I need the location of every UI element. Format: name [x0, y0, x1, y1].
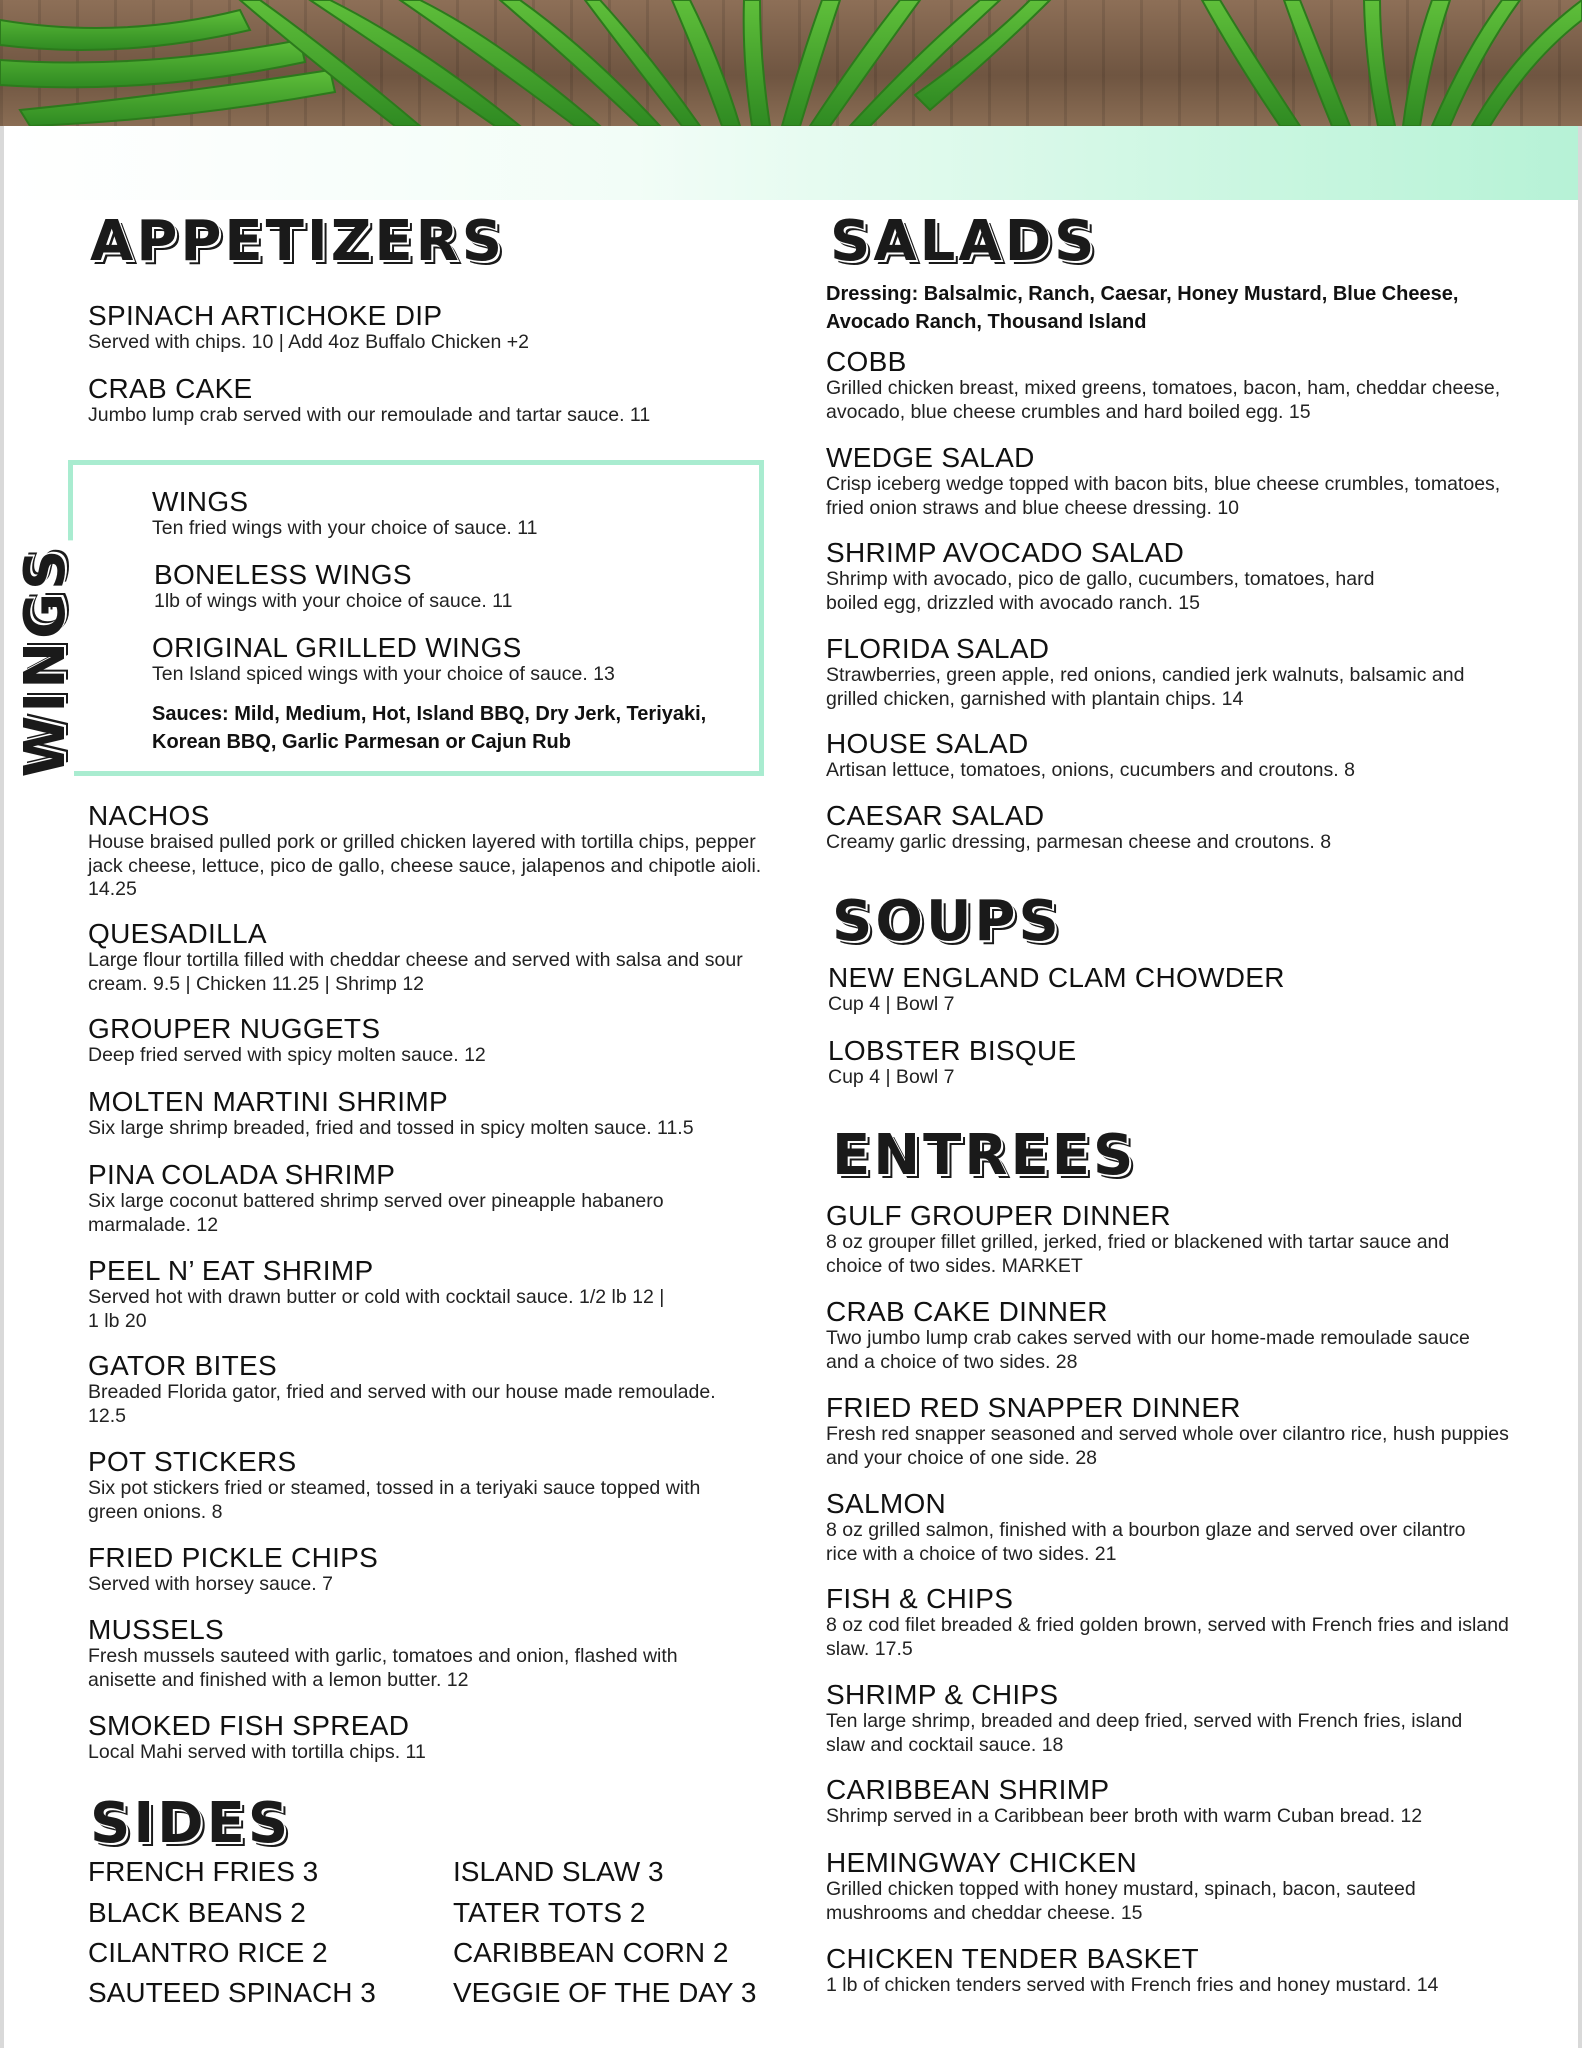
item-name: SMOKED FISH SPREAD: [88, 1710, 410, 1741]
item-name: GROUPER NUGGETS: [88, 1013, 381, 1044]
item-description: Shrimp with avocado, pico de gallo, cucumbers, tomatoes, hard boiled egg, drizzled with avocado ranch. 15: [826, 568, 1375, 614]
item-name: SALMON: [826, 1488, 947, 1519]
item-name: NEW ENGLAND CLAM CHOWDER: [828, 962, 1285, 993]
side-item: CILANTRO RICE 2: [88, 1937, 328, 1968]
menu-item: [88, 1614, 728, 1692]
menu-item: [826, 728, 1526, 783]
item-description: Ten Island spiced wings with your choice of sauce. 13: [152, 663, 615, 685]
item-description: Served with chips. 10 | Add 4oz Buffalo Chicken +2: [88, 331, 530, 353]
menu-item: [88, 1086, 788, 1141]
item-name: FLORIDA SALAD: [826, 633, 1050, 664]
item-name: SPINACH ARTICHOKE DIP: [88, 300, 443, 331]
side-item: SAUTEED SPINACH 3: [88, 1977, 376, 2008]
menu-item: [826, 1943, 1566, 1998]
menu-item: [826, 1774, 1546, 1829]
menu-item: [88, 918, 768, 996]
palm-leaves-decoration: [0, 0, 1582, 126]
item-description: Creamy garlic dressing, parmesan cheese and croutons. 8: [826, 831, 1332, 853]
item-name: GATOR BITES: [88, 1350, 277, 1381]
menu-item: [88, 1013, 768, 1068]
item-name: GULF GROUPER DINNER: [826, 1200, 1171, 1231]
item-description: Breaded Florida gator, fried and served with our house made remoulade. 12.5: [88, 1381, 716, 1427]
menu-item: [826, 1488, 1496, 1566]
item-name: COBB: [826, 346, 907, 377]
item-description: Six large shrimp breaded, fried and tossed in spicy molten sauce. 11.5: [88, 1117, 694, 1139]
item-description: Served with horsey sauce. 7: [88, 1573, 333, 1595]
item-name: POT STICKERS: [88, 1446, 297, 1477]
item-description: Large flour tortilla filled with cheddar cheese and served with salsa and sour cream. 9.5 | Chicken 11.25 | Shrimp 12: [88, 949, 743, 995]
item-name: MUSSELS: [88, 1614, 224, 1645]
menu-item: [88, 1255, 668, 1333]
item-name: FRIED RED SNAPPER DINNER: [826, 1392, 1241, 1423]
item-description: Artisan lettuce, tomatoes, onions, cucumbers and croutons. 8: [826, 759, 1355, 781]
item-name: FRIED PICKLE CHIPS: [88, 1542, 379, 1573]
dressing-note: Dressing: Balsalmic, Ranch, Caesar, Honey Mustard, Blue Cheese, Avocado Ranch, Thousand Island: [826, 283, 1459, 333]
item-description: Cup 4 | Bowl 7: [828, 1066, 955, 1088]
item-name: SHRIMP AVOCADO SALAD: [826, 537, 1185, 568]
item-description: Served hot with drawn butter or cold with cocktail sauce. 1/2 lb 12 | 1 lb 20: [88, 1286, 665, 1332]
salads-heading: SALADS: [830, 209, 1098, 274]
menu-item: [88, 373, 788, 428]
item-description: Ten large shrimp, breaded and deep fried, served with French fries, island slaw and cocktail sauce. 18: [826, 1710, 1463, 1756]
item-description: House braised pulled pork or grilled chicken layered with tortilla chips, pepper jack cheese, lettuce, pico de gallo, cheese sauce, jalapenos and chipotle aioli. 14.25: [88, 831, 762, 900]
item-description: Fresh mussels sauteed with garlic, tomatoes and onion, flashed with anisette and finished with a lemon butter. 12: [88, 1645, 678, 1691]
item-description: 1 lb of chicken tenders served with French fries and honey mustard. 14: [826, 1974, 1439, 1996]
menu-item: [88, 1446, 738, 1524]
item-description: Shrimp served in a Caribbean beer broth with warm Cuban bread. 12: [826, 1805, 1423, 1827]
side-item: FRENCH FRIES 3: [88, 1856, 319, 1887]
menu-item: [826, 442, 1506, 520]
item-name: CRAB CAKE DINNER: [826, 1296, 1108, 1327]
menu-item: [152, 632, 752, 687]
side-item: TATER TOTS 2: [453, 1897, 646, 1928]
item-description: Six pot stickers fried or steamed, tossed in a teriyaki sauce topped with green onions. 8: [88, 1477, 701, 1523]
item-description: Six large coconut battered shrimp served over pineapple habanero marmalade. 12: [88, 1190, 664, 1236]
menu-item: [88, 1542, 768, 1597]
side-item: BLACK BEANS 2: [88, 1897, 306, 1928]
menu-item: [154, 559, 754, 614]
item-name: HOUSE SALAD: [826, 728, 1029, 759]
item-name: HEMINGWAY CHICKEN: [826, 1847, 1138, 1878]
item-name: PINA COLADA SHRIMP: [88, 1159, 396, 1190]
side-item: VEGGIE OF THE DAY 3: [453, 1977, 757, 2008]
item-name: FISH & CHIPS: [826, 1583, 1014, 1614]
menu-item: [826, 1392, 1516, 1470]
entrees-heading: ENTREES: [832, 1123, 1137, 1188]
menu-item: [826, 1200, 1496, 1278]
side-item: CARIBBEAN CORN 2: [453, 1937, 729, 1968]
menu-item: [826, 1679, 1506, 1757]
menu-item: [826, 633, 1506, 711]
menu-item: [88, 1710, 768, 1765]
wings-sauces-note: Sauces: Mild, Medium, Hot, Island BBQ, Dry Jerk, Teriyaki, Korean BBQ, Garlic Parmesan or Cajun Rub: [152, 703, 707, 753]
item-description: Fresh red snapper seasoned and served whole over cilantro rice, hush puppies and your choice of one side. 28: [826, 1423, 1509, 1469]
item-description: Jumbo lump crab served with our remoulade and tartar sauce. 11: [88, 404, 651, 426]
item-name: PEEL N’ EAT SHRIMP: [88, 1255, 374, 1286]
wings-heading: WINGS: [18, 541, 74, 784]
menu-item: [88, 300, 788, 355]
item-name: LOBSTER BISQUE: [828, 1035, 1077, 1066]
item-description: 8 oz grouper fillet grilled, jerked, fried or blackened with tartar sauce and choice of two sides. MARKET: [826, 1231, 1450, 1277]
soups-heading: SOUPS: [832, 889, 1062, 954]
menu-item: [826, 1847, 1506, 1925]
menu-item: [88, 800, 768, 902]
header-banner: [0, 0, 1582, 126]
item-description: Two jumbo lump crab cakes served with our home-made remoulade sauce and a choice of two sides. 28: [826, 1327, 1470, 1373]
item-description: Crisp iceberg wedge topped with bacon bits, blue cheese crumbles, tomatoes, fried onion straws and blue cheese dressing. 10: [826, 473, 1501, 519]
item-name: CAESAR SALAD: [826, 800, 1045, 831]
menu-item: [826, 800, 1526, 855]
item-name: ORIGINAL GRILLED WINGS: [152, 632, 522, 663]
item-name: QUESADILLA: [88, 918, 267, 949]
right-border: [1578, 126, 1582, 2048]
menu-item: [88, 1350, 728, 1428]
item-description: 8 oz cod filet breaded & fried golden brown, served with French fries and island slaw. 17.5: [826, 1614, 1509, 1660]
menu-item: [826, 346, 1506, 424]
item-description: Grilled chicken breast, mixed greens, tomatoes, bacon, ham, cheddar cheese, avocado, blue cheese crumbles and hard boiled egg. 15: [826, 377, 1501, 423]
menu-item: [826, 1583, 1516, 1661]
menu-item: [826, 1296, 1496, 1374]
item-description: Grilled chicken topped with honey mustard, spinach, bacon, sauteed mushrooms and cheddar cheese. 15: [826, 1878, 1416, 1924]
item-description: Ten fried wings with your choice of sauce. 11: [152, 517, 538, 539]
menu-item: [152, 486, 752, 541]
sides-heading: SIDES: [90, 1791, 292, 1856]
item-name: NACHOS: [88, 800, 210, 831]
item-name: WEDGE SALAD: [826, 442, 1035, 473]
item-name: WINGS: [152, 486, 249, 517]
header-mint-gradient: [0, 126, 1582, 200]
menu-item: [828, 962, 1508, 1017]
menu-item: [826, 537, 1426, 615]
item-name: BONELESS WINGS: [154, 559, 412, 590]
menu-item: [828, 1035, 1508, 1090]
item-description: 8 oz grilled salmon, finished with a bourbon glaze and served over cilantro rice with a choice of two sides. 21: [826, 1519, 1466, 1565]
left-border: [0, 126, 4, 2048]
menu-item: [88, 1159, 728, 1237]
item-description: Local Mahi served with tortilla chips. 11: [88, 1741, 426, 1763]
item-name: SHRIMP & CHIPS: [826, 1679, 1059, 1710]
appetizers-heading: APPETIZERS: [90, 209, 506, 274]
item-description: Strawberries, green apple, red onions, candied jerk walnuts, balsamic and grilled chicken, garnished with plantain chips. 14: [826, 664, 1465, 710]
item-name: MOLTEN MARTINI SHRIMP: [88, 1086, 448, 1117]
item-description: Cup 4 | Bowl 7: [828, 993, 955, 1015]
item-description: 1lb of wings with your choice of sauce. 11: [154, 590, 513, 612]
item-name: CARIBBEAN SHRIMP: [826, 1774, 1110, 1805]
item-name: CHICKEN TENDER BASKET: [826, 1943, 1199, 1974]
item-name: CRAB CAKE: [88, 373, 253, 404]
side-item: ISLAND SLAW 3: [453, 1856, 664, 1887]
item-description: Deep fried served with spicy molten sauce. 12: [88, 1044, 486, 1066]
